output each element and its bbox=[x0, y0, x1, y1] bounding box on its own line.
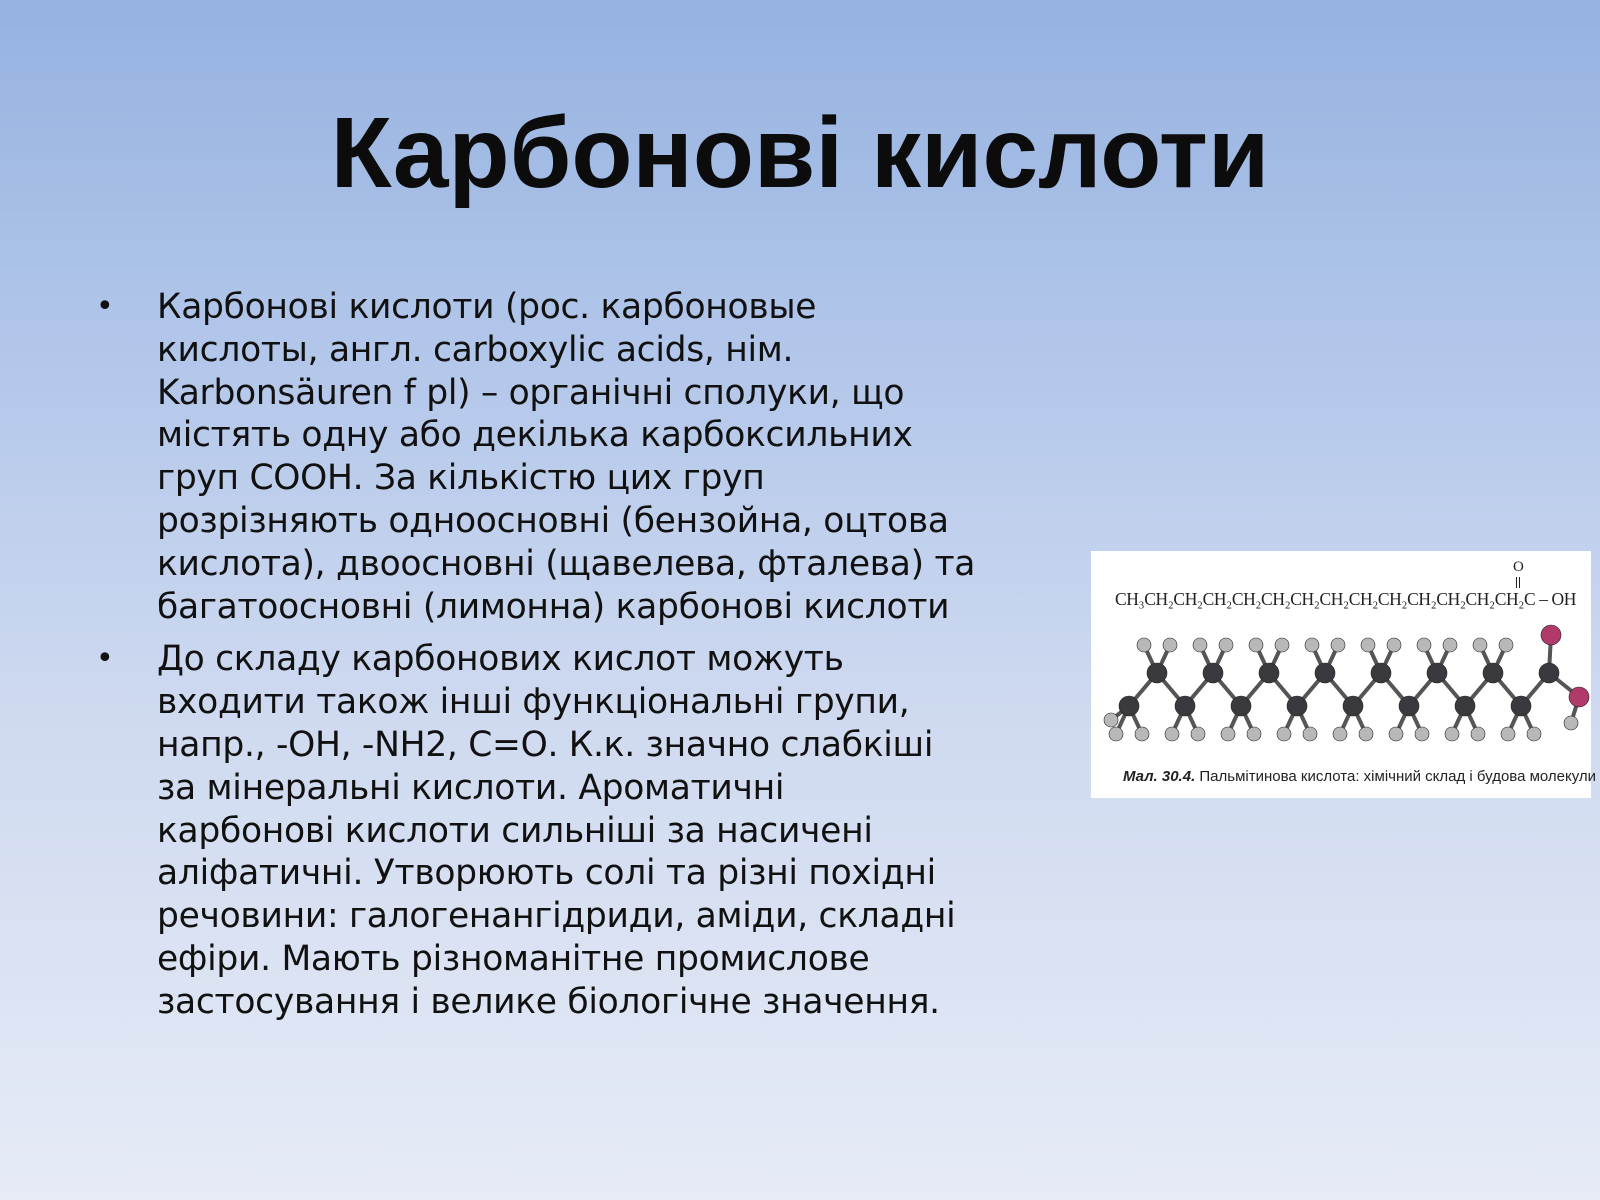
formula-tail: – OH bbox=[1535, 589, 1577, 609]
carbon-atom bbox=[1539, 663, 1559, 683]
bullet-list bbox=[96, 286, 1016, 1034]
hydrogen-atom bbox=[1361, 638, 1375, 652]
bullet-line: кислоты, англ. carboxylic acids, нім. bbox=[157, 329, 794, 370]
carbon-atom bbox=[1203, 663, 1223, 683]
molecule-figure bbox=[1091, 551, 1597, 798]
hydrogen-atom bbox=[1275, 638, 1289, 652]
hydrogen-atom bbox=[1191, 727, 1205, 741]
bullet-item-definition bbox=[96, 286, 1016, 628]
hydrogen-atom bbox=[1305, 638, 1319, 652]
figure-caption bbox=[1123, 768, 1596, 785]
carbon-atom bbox=[1483, 663, 1503, 683]
bullet-line: входити також інші функціональні групи, bbox=[157, 682, 910, 723]
hydrogen-atom bbox=[1471, 727, 1485, 741]
hydrogen-atom bbox=[1331, 638, 1345, 652]
carbon-atom bbox=[1455, 696, 1475, 716]
hydrogen-atom bbox=[1499, 638, 1513, 652]
bullet-marker: • bbox=[96, 289, 114, 324]
bullet-line: ефіри. Мають різноманітне промислове bbox=[157, 938, 870, 979]
bullet-line: Карбонові кислоти (рос. карбоновые bbox=[157, 287, 817, 327]
slide-title: Карбонові кислоти bbox=[330, 97, 1270, 209]
caption-text: Пальмітинова кислота: хімічний склад і будова молекули bbox=[1195, 768, 1597, 785]
bullet-line: аліфатичні. Утворюють солі та різні похідні bbox=[157, 853, 936, 894]
bullet-line: Karbonsäuren f pl) – органічні сполуки, що bbox=[157, 372, 905, 413]
hydrogen-atom bbox=[1564, 716, 1578, 730]
hydrogen-atom bbox=[1247, 727, 1261, 741]
hydrogen-atom bbox=[1163, 638, 1177, 652]
hydrogen-atom bbox=[1415, 727, 1429, 741]
hydrogen-atom bbox=[1445, 727, 1459, 741]
hydrogen-atom bbox=[1165, 727, 1179, 741]
formula-chain: CH₃CH₂CH₂CH₂CH₂CH₂CH₂CH₂CH₂CH₂CH₂CH₂CH₂CH₂C bbox=[1115, 589, 1536, 609]
hydrogen-atom bbox=[1135, 727, 1149, 741]
hydrogen-atom bbox=[1104, 713, 1118, 727]
bullet-line: речовини: галогенангідриди, аміди, складні bbox=[157, 896, 956, 937]
bullet-line: застосування і велике біологічне значення. bbox=[157, 981, 940, 1022]
bullet-line: багатоосновні (лимонна) карбонові кислоти bbox=[157, 586, 950, 627]
bullet-item-properties bbox=[96, 638, 1016, 1023]
hydrogen-atom bbox=[1387, 638, 1401, 652]
hydrogen-atom bbox=[1417, 638, 1431, 652]
hydrogen-atom bbox=[1137, 638, 1151, 652]
carbon-atom bbox=[1399, 696, 1419, 716]
hydrogen-atom bbox=[1473, 638, 1487, 652]
caption-label: Мал. 30.4. bbox=[1123, 768, 1196, 785]
formula-oxygen: O bbox=[1513, 559, 1524, 575]
bullet-line: містять одну або декілька карбоксильних bbox=[157, 415, 913, 456]
bullet-line: груп СООН. За кількістю цих груп bbox=[157, 458, 765, 499]
oxygen-atom bbox=[1569, 687, 1589, 707]
carbon-atom bbox=[1119, 696, 1139, 716]
carbon-atom bbox=[1147, 663, 1167, 683]
hydrogen-atom bbox=[1527, 727, 1541, 741]
hydrogen-atom bbox=[1249, 638, 1263, 652]
carbon-atom bbox=[1259, 663, 1279, 683]
carbon-atom bbox=[1231, 696, 1251, 716]
hydrogen-atom bbox=[1109, 727, 1123, 741]
bullet-line: кислота), двоосновні (щавелева, фталева) та bbox=[157, 543, 976, 584]
oxygen-atom bbox=[1541, 625, 1561, 645]
hydrogen-atom bbox=[1389, 727, 1403, 741]
hydrogen-atom bbox=[1443, 638, 1457, 652]
carbon-atom bbox=[1427, 663, 1447, 683]
bullet-line: за мінеральні кислоти. Ароматичні bbox=[157, 767, 785, 808]
carbon-atom bbox=[1343, 696, 1363, 716]
bullet-line: карбонові кислоти сильніші за насичені bbox=[157, 810, 873, 851]
hydrogen-atom bbox=[1277, 727, 1291, 741]
hydrogen-atom bbox=[1359, 727, 1373, 741]
ball-and-stick-model bbox=[1091, 551, 1591, 798]
hydrogen-atom bbox=[1221, 727, 1235, 741]
carbon-atom bbox=[1371, 663, 1391, 683]
hydrogen-atom bbox=[1333, 727, 1347, 741]
hydrogen-atom bbox=[1501, 727, 1515, 741]
bullet-line: розрізняють одноосновні (бензойна, оцтова bbox=[157, 500, 949, 541]
bullet-line: До складу карбонових кислот можуть bbox=[157, 639, 844, 680]
hydrogen-atom bbox=[1303, 727, 1317, 741]
carbon-atom bbox=[1511, 696, 1531, 716]
bullet-marker: • bbox=[96, 641, 114, 677]
hydrogen-atom bbox=[1193, 638, 1207, 652]
carbon-atom bbox=[1287, 696, 1307, 716]
carbon-atom bbox=[1175, 696, 1195, 716]
hydrogen-atom bbox=[1219, 638, 1233, 652]
bullet-line: напр., -ОН, -NH2, C=О. К.к. значно слабкіші bbox=[157, 724, 934, 765]
carbon-atom bbox=[1315, 663, 1335, 683]
